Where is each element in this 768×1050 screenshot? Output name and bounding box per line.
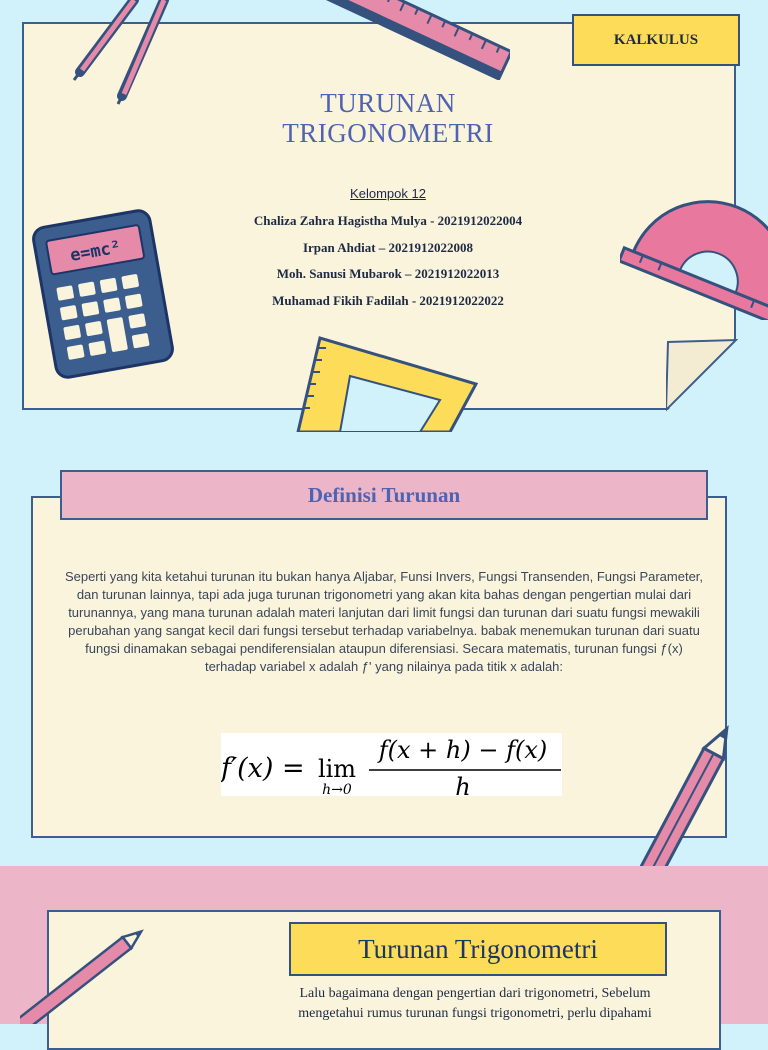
member-item: Irpan Ahdiat – 2021912022008 (302, 239, 474, 255)
member-item: Moh. Sanusi Mubarok – 2021912022013 (276, 266, 500, 281)
member-item: Chaliza Zahra Hagistha Mulya - 2021912022004 (253, 213, 523, 228)
definition-title: Definisi Turunan (307, 482, 461, 507)
trig-paragraph-line: mengetahui rumus turunan fungsi trigonometri, perlu dipahami (298, 1006, 652, 1021)
compass-icon (68, 0, 178, 108)
member-list (150, 212, 626, 318)
definition-header (60, 470, 708, 520)
trig-paragraph (248, 984, 702, 1024)
pencil-icon (640, 718, 750, 868)
trig-paragraph-line: Lalu bagaimana dengan pengertian dari trigonometri, Sebelum (299, 986, 651, 1001)
trig-header (289, 922, 667, 976)
formula-lim-subscript: h→0 (322, 782, 352, 796)
formula-lim: lim (317, 755, 357, 783)
cover-title-line1: TURUNAN (320, 88, 456, 118)
subject-tag-label: KALKULUS (613, 31, 699, 48)
cover-title (180, 88, 596, 148)
calculator-display-text: e=mc² (68, 237, 123, 266)
subject-tag (572, 14, 740, 66)
ruler-icon (286, 0, 510, 80)
cover-title-line2: TRIGONOMETRI (282, 118, 494, 148)
member-item: Muhamad Fikih Fadilah - 2021912022022 (272, 292, 504, 308)
calculator-icon (30, 208, 176, 380)
pencil-icon (20, 926, 150, 1024)
formula-denominator: h (455, 773, 471, 796)
set-square-icon (280, 336, 480, 432)
definition-paragraph: Seperti yang kita ketahui turunan itu bukan hanya Aljabar, Funsi Invers, Fungsi Transenden, Fungsi Parameter, dan turunan lainnya, tapi ada juga turunan trigonometri yang akan kita bahas dengan pengertian mulai dari turunannya, yang mana turunan adalah materi lanjutan dari limit fungsi dan turunan dari suatu fungsi mewakili perubahan yang sangat kecil dari fungsi tersebut terhadap variabelnya. babak menemukan turunan dari suatu fungsi dinamakan sebagai pendiferensialan ataupun diferensiasi. Secara matematis, turunan fungsi ƒ(x) terhadap variabel x adalah ƒ' yang nilainya pada titik x adalah: (64, 569, 704, 674)
trig-title: Turunan Trigonometri (358, 933, 598, 964)
formula-numerator: f(x + h) − f(x) (378, 736, 548, 764)
group-label: Kelompok 12 (350, 186, 426, 201)
protractor-icon (620, 196, 768, 320)
formula-lhs: f′(x) = (221, 753, 305, 784)
page-fold-corner (666, 338, 738, 412)
derivative-formula (221, 733, 562, 796)
